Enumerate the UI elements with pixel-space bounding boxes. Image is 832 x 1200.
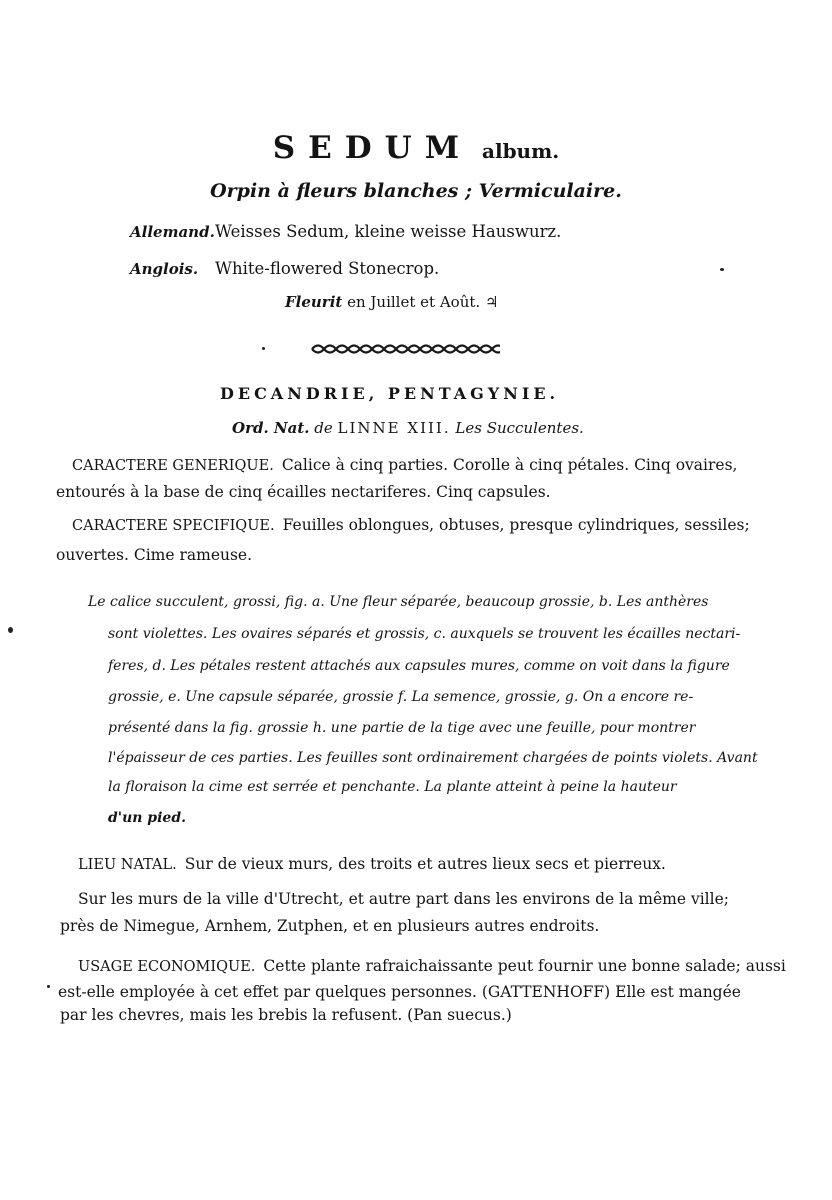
figure-description-line: présenté dans la fig. grossie h. une partie de la tige avec une feuille, pour montrer — [108, 720, 696, 736]
french-common-name: Orpin à fleurs blanches ; Vermiculaire. — [210, 180, 622, 202]
perennial-symbol: ♃ — [484, 293, 499, 311]
flowering-label: Fleurit — [285, 293, 343, 311]
common-name-text: White-flowered Stonecrop. — [215, 259, 440, 278]
usage-line-2: est-elle employée à cet effet par quelques personnes. (GATTENHOFF) Elle est mangée — [58, 983, 741, 1001]
usage-line-3: par les chevres, mais les brebis la refusent. (Pan suecus.) — [60, 1006, 512, 1024]
common-name-german — [130, 222, 561, 241]
figure-description-line: Le calice succulent, grossi, fig. a. Une fleur séparée, beaucoup grossie, b. Les anthères — [88, 594, 709, 610]
generic-character-line-2: entourés à la base de cinq écailles nectariferes. Cinq capsules. — [56, 483, 551, 501]
order-linne: LINNE XIII. — [337, 419, 451, 437]
flowering-period — [285, 293, 498, 311]
habitat-heading: LIEU NATAL. — [78, 857, 177, 873]
order-label: Ord. Nat. — [232, 419, 310, 437]
common-name-text: Weisses Sedum, kleine weisse Hauswurz. — [215, 222, 562, 241]
language-label: Allemand. — [130, 223, 215, 241]
scan-speck — [262, 347, 265, 350]
common-name-english — [130, 259, 439, 278]
specific-character-line-1 — [72, 516, 750, 534]
linnaean-class: DECANDRIE, PENTAGYNIE. — [220, 384, 560, 403]
generic-character-text: Calice à cinq parties. Corolle à cinq pétales. Cinq ovaires, — [281, 456, 738, 474]
specific-character-heading: CARACTERE SPECIFIQUE. — [72, 518, 275, 534]
figure-description-line: l'épaisseur de ces parties. Les feuilles sont ordinairement chargées de points violets. Avant — [108, 750, 758, 766]
order-group: Les Succulentes. — [455, 419, 584, 437]
species-name: album. — [482, 139, 560, 163]
figure-description-line: feres, d. Les pétales restent attachés aux capsules mures, comme on voit dans la figure — [108, 658, 730, 674]
genus-name: SEDUM — [272, 130, 473, 166]
scan-speck — [720, 268, 724, 271]
figure-description-line: la floraison la cime est serrée et penchante. La plante atteint à peine la hauteur — [108, 779, 677, 795]
flowering-text: en Juillet et Août. — [347, 293, 481, 311]
generic-character-line-1 — [72, 456, 737, 474]
usage-line-1 — [78, 957, 786, 975]
habitat-line — [78, 855, 666, 873]
order-de: de — [314, 419, 333, 437]
figure-description-line: grossie, e. Une capsule séparée, grossie f. La semence, grossie, g. On a encore re- — [108, 689, 694, 705]
natural-order-line — [232, 419, 584, 437]
figure-description-line: sont violettes. Les ovaires séparés et grossis, c. auxquels se trouvent les écailles nectari- — [108, 626, 741, 642]
language-label: Anglois. — [130, 260, 199, 278]
specific-character-text: Feuilles oblongues, obtuses, presque cylindriques, sessiles; — [282, 516, 750, 534]
scan-speck — [8, 627, 13, 633]
decorative-ornament-divider — [310, 342, 500, 356]
usage-heading: USAGE ECONOMIQUE. — [78, 959, 256, 975]
figure-description-line: d'un pied. — [108, 810, 186, 826]
scan-speck — [47, 985, 50, 988]
habitat-locations-line-1: Sur les murs de la ville d'Utrecht, et autre part dans les environs de la même ville; — [78, 890, 729, 908]
specific-character-line-2: ouvertes. Cime rameuse. — [56, 546, 253, 564]
usage-text: Cette plante rafraichaissante peut fournir une bonne salade; aussi — [263, 957, 786, 975]
generic-character-heading: CARACTERE GENERIQUE. — [72, 458, 274, 474]
title-block — [0, 130, 832, 166]
habitat-text: Sur de vieux murs, des troits et autres lieux secs et pierreux. — [184, 855, 666, 873]
habitat-locations-line-2: près de Nimegue, Arnhem, Zutphen, et en plusieurs autres endroits. — [60, 917, 600, 935]
